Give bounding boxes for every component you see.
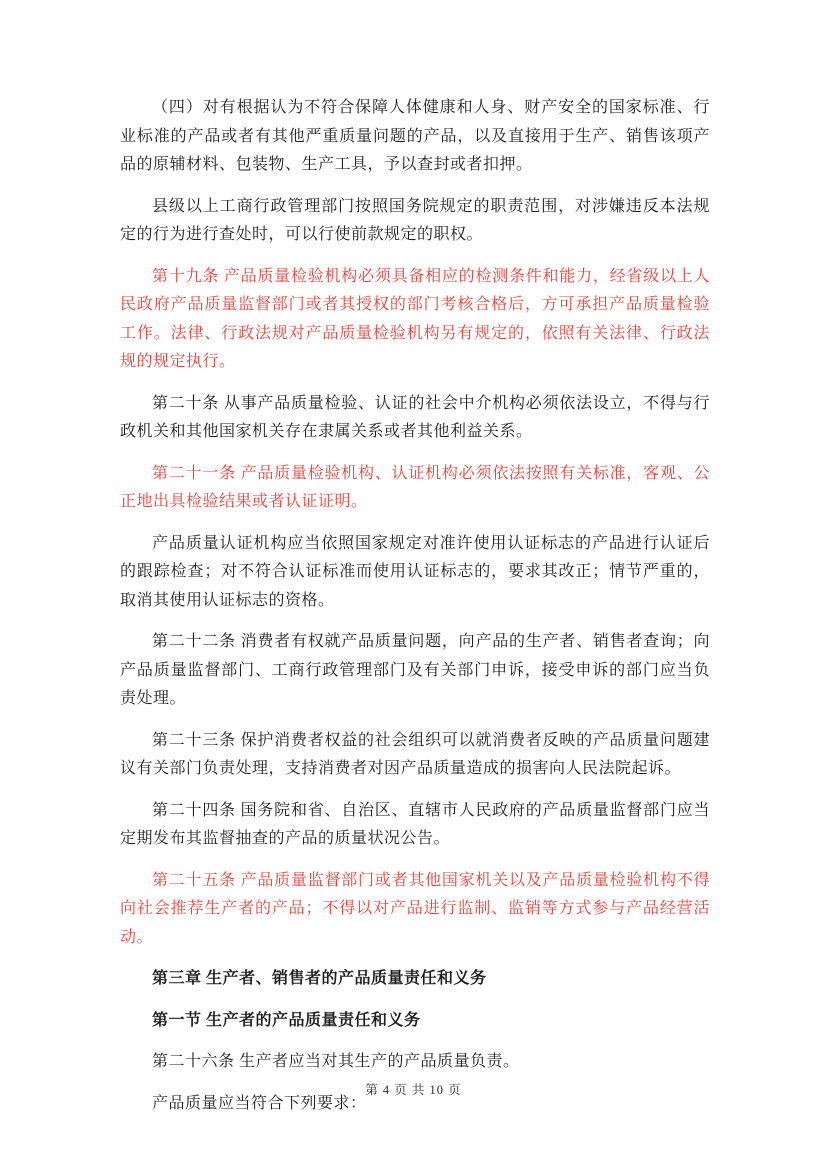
paragraph-article-20: 第二十条 从事产品质量检验、认证的社会中介机构必须依法设立，不得与行政机关和其他国家机关存在隶属关系或者其他利益关系。 bbox=[120, 394, 710, 440]
paragraph-article-24: 第二十四条 国务院和省、自治区、直辖市人民政府的产品质量监督部门应当定期发布其监督抽查的产品的质量状况公告。 bbox=[120, 801, 710, 847]
page-number-footer: 第 4 页 共 10 页 bbox=[365, 1083, 462, 1097]
paragraph-article-19: 第十九条 产品质量检验机构必须具备相应的检测条件和能力，经省级以上人民政府产品质量监督部门或者其授权的部门考核合格后，方可承担产品质量检验工作。法律、行政法规对产品质量检验机构另有规定的，依照有关法律、行政法规的规定执行。 bbox=[120, 267, 710, 370]
paragraph-quality-requirements: 产品质量应当符合下列要求： bbox=[152, 1094, 367, 1112]
paragraph-article-21: 第二十一条 产品质量检验机构、认证机构必须依法按照有关标准，客观、公正地出具检验结果或者认证证明。 bbox=[120, 464, 710, 510]
paragraph-article-25: 第二十五条 产品质量监督部门或者其他国家机关以及产品质量检验机构不得向社会推荐生产者的产品；不得以对产品进行监制、监销等方式参与产品经营活动。 bbox=[120, 871, 710, 946]
paragraph-article-22: 第二十二条 消费者有权就产品质量问题，向产品的生产者、销售者查询；向产品质量监督部门、工商行政管理部门及有关部门申诉，接受申诉的部门应当负责处理。 bbox=[120, 633, 710, 707]
paragraph-certification-followup: 产品质量认证机构应当依照国家规定对准许使用认证标志的产品进行认证后的跟踪检查；对不符合认证标准而使用认证标志的，要求其改正；情节严重的，取消其使用认证标志的资格。 bbox=[120, 534, 710, 609]
document-body bbox=[120, 0, 710, 1131]
section-1-heading: 第一节 生产者的产品质量责任和义务 bbox=[152, 1011, 421, 1029]
chapter-3-heading: 第三章 生产者、销售者的产品质量责任和义务 bbox=[152, 970, 487, 987]
paragraph-article-26: 第二十六条 生产者应当对其生产的产品质量负责。 bbox=[152, 1053, 520, 1070]
paragraph-article-23: 第二十三条 保护消费者权益的社会组织可以就消费者反映的产品质量问题建议有关部门负责处理，支持消费者对因产品质量造成的损害向人民法院起诉。 bbox=[120, 731, 710, 777]
paragraph-county-authority: 县级以上工商行政管理部门按照国务院规定的职责范围，对涉嫌违反本法规定的行为进行查处时，可以行使前款规定的职权。 bbox=[120, 197, 710, 243]
paragraph-item-4-seizure: （四）对有根据认为不符合保障人体健康和人身、财产安全的国家标准、行业标准的产品或者有其他严重质量问题的产品，以及直接用于生产、销售该项产品的原辅材料、包装物、生产工具，予以查封或者扣押。 bbox=[120, 99, 710, 173]
